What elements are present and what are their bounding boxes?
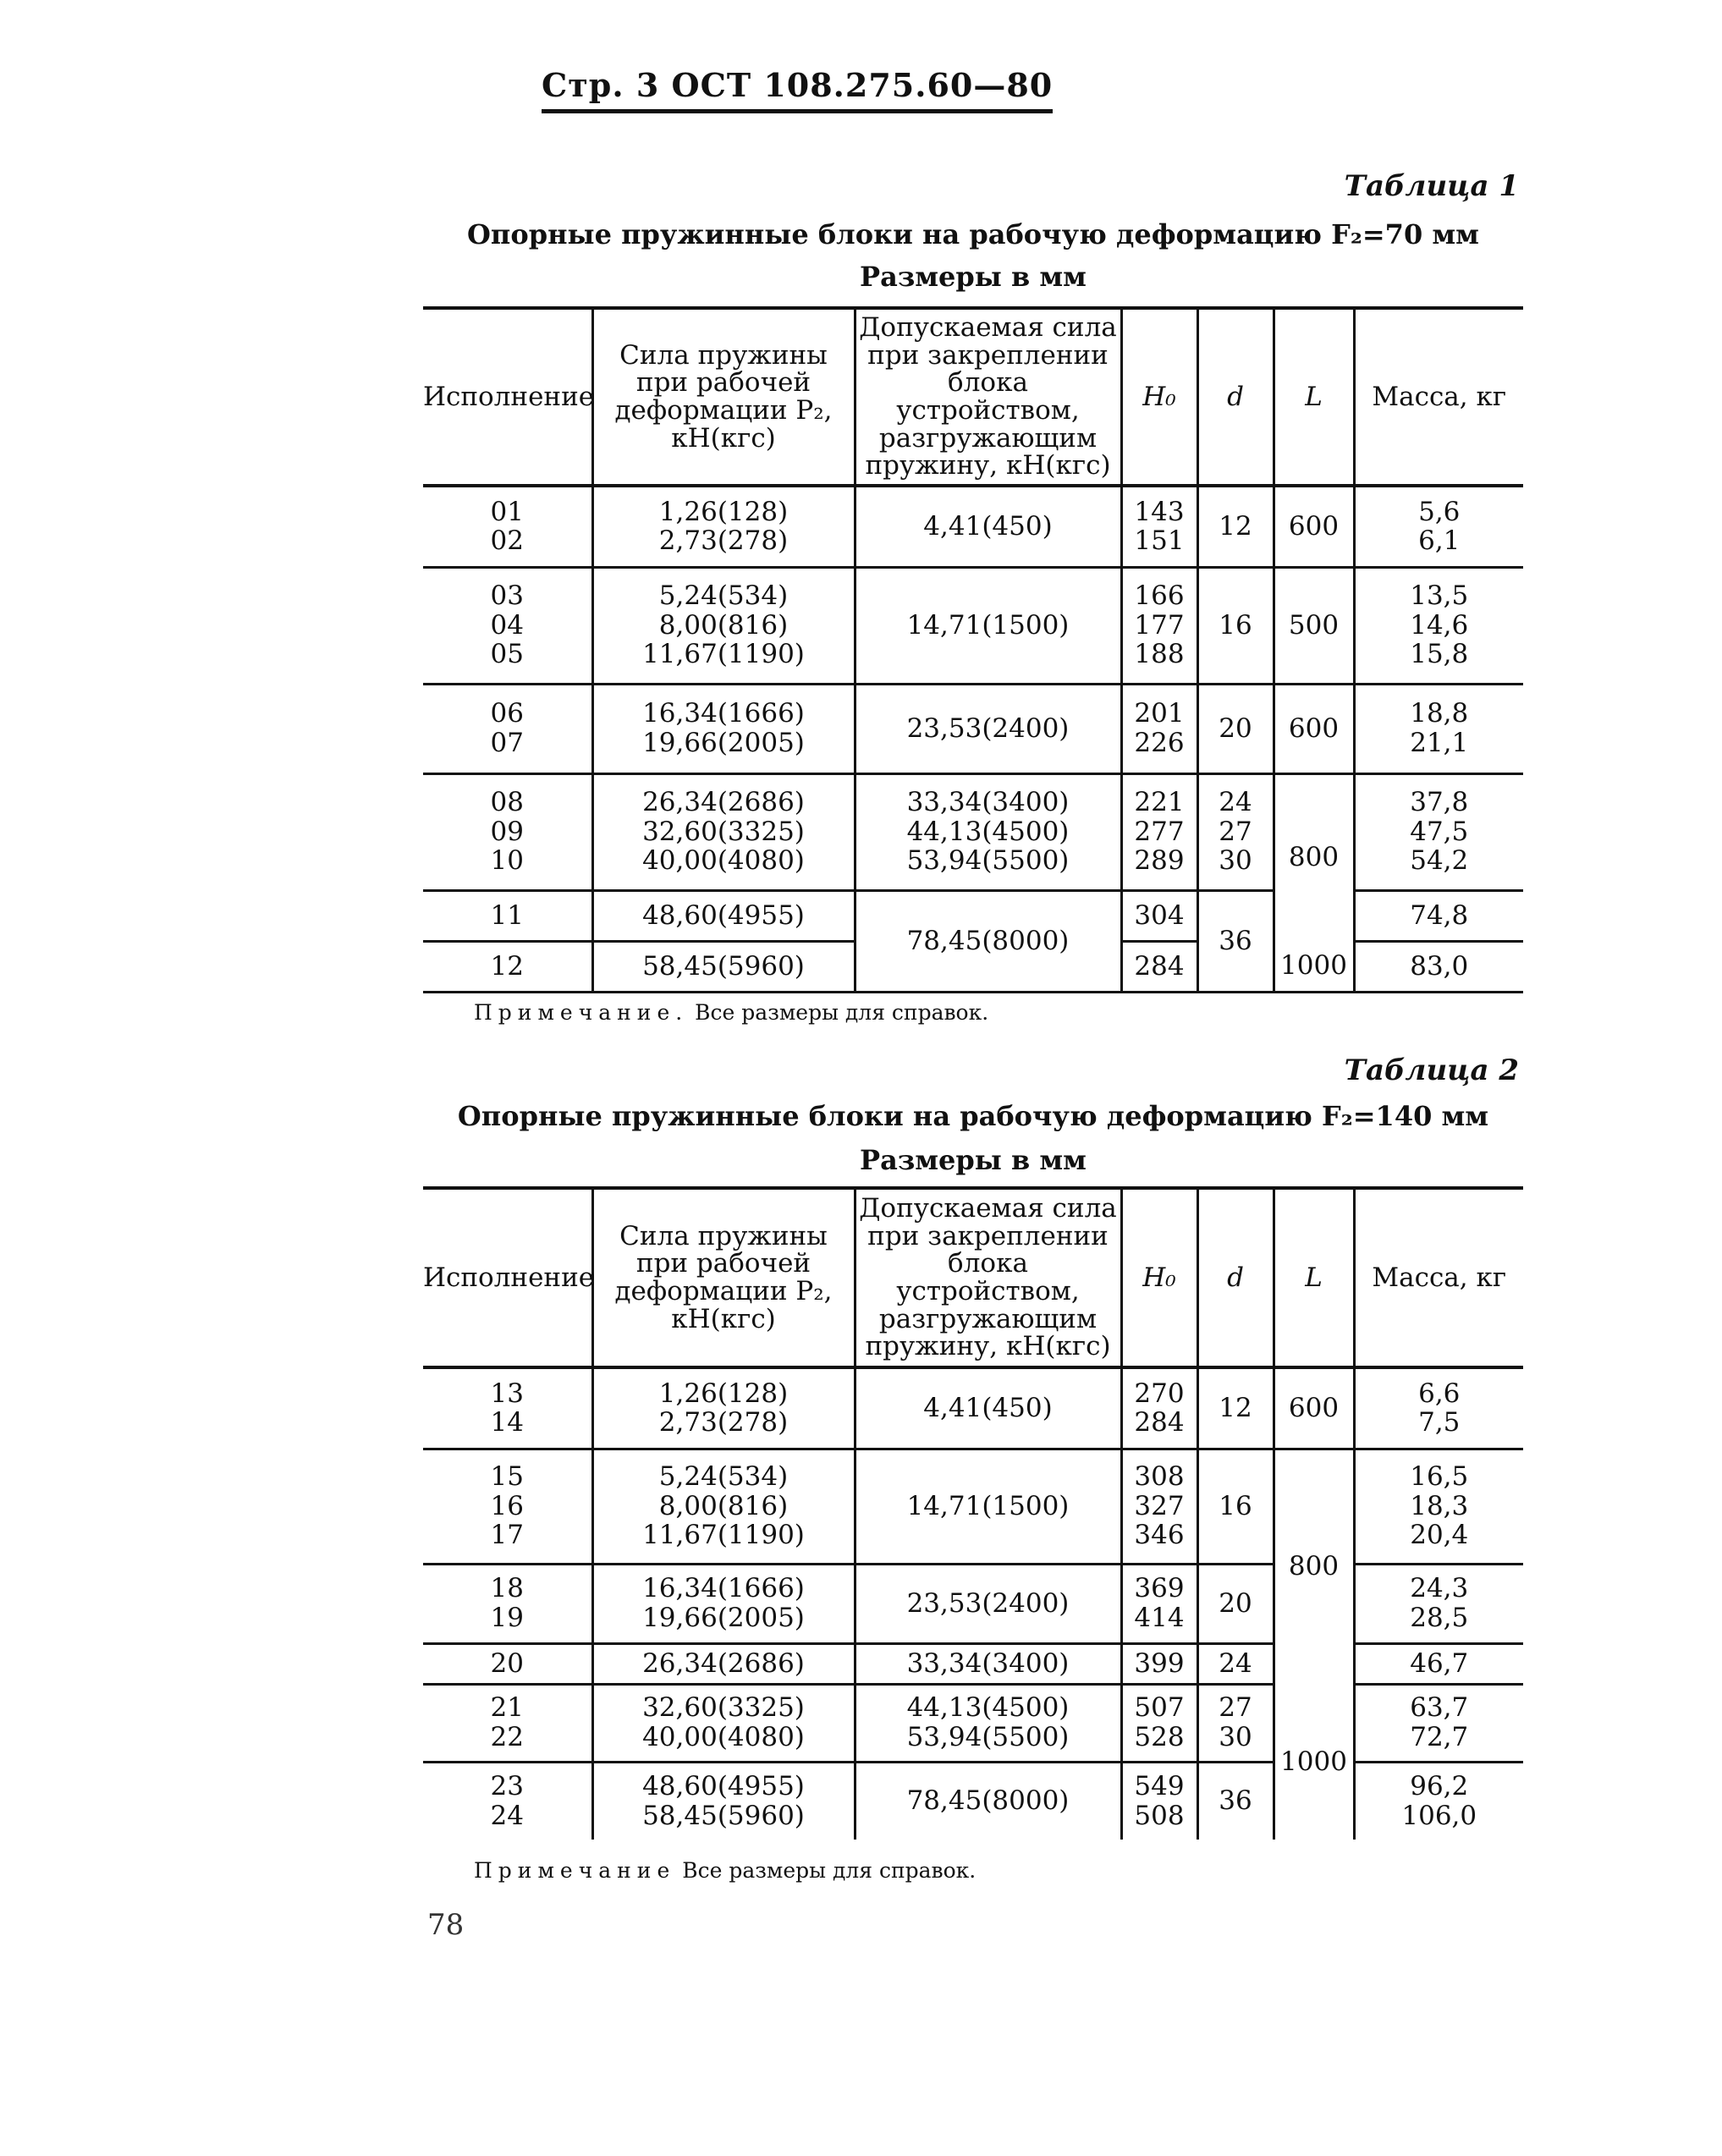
cell-line: 16,5 [1410, 1460, 1469, 1492]
l-cell: 1000 [1274, 941, 1354, 992]
allowable-cell: 14,71(1500) [855, 1449, 1121, 1564]
h0-cell [1121, 773, 1197, 890]
cell-line: 289 [1134, 845, 1185, 877]
cell-line: 284 [1134, 1407, 1185, 1438]
l-cell: 800 [1274, 773, 1354, 941]
table-2-units: Размеры в мм [860, 1144, 1087, 1176]
l-cell: 600 [1274, 684, 1354, 773]
cell-line: 16,34(1666) [642, 1573, 805, 1604]
execution-cell: 20 [423, 1643, 592, 1684]
cell-line: 1,26(128) [658, 1378, 789, 1409]
force-cell: 48,60(4955) [592, 890, 855, 941]
allowable-cell: 78,45(8000) [855, 1762, 1121, 1840]
cell-line: 201 [1134, 698, 1185, 729]
table-2-caption: Опорные пружинные блоки на рабочую деформацию F₂=140 мм [457, 1100, 1489, 1132]
execution-cell: 11 [423, 890, 592, 941]
l-cell: 600 [1274, 486, 1354, 567]
execution-cell [423, 1564, 592, 1643]
cell-line: 5,24(534) [658, 580, 789, 611]
cell-line: 188 [1134, 639, 1185, 670]
execution-cell [423, 684, 592, 773]
cell-line: 96,2 [1410, 1771, 1469, 1802]
cell-line: 22 [490, 1722, 524, 1752]
mass-cell: 46,7 [1354, 1643, 1523, 1684]
force-cell [592, 1564, 855, 1643]
force-cell [592, 773, 855, 890]
cell-line: 54,2 [1410, 845, 1469, 877]
h0-cell [1121, 567, 1197, 684]
d-cell: 12 [1197, 486, 1274, 567]
cell-line: 507 [1134, 1692, 1185, 1724]
allowable-cell: 4,41(450) [855, 486, 1121, 567]
table-row [423, 567, 1523, 684]
allowable-cell: 78,45(8000) [855, 890, 1121, 992]
d-cell: 16 [1197, 1449, 1274, 1564]
cell-line: 7,5 [1418, 1407, 1461, 1438]
cell-line: 01 [490, 496, 524, 527]
h0-cell [1121, 1684, 1197, 1762]
cell-line: 44,13(4500) [906, 816, 1070, 847]
l-cell: 800 [1274, 1449, 1354, 1684]
cell-line: 27 [1219, 816, 1252, 847]
cell-line: 166 [1134, 580, 1185, 611]
d-cell: 36 [1197, 890, 1274, 992]
cell-line: 1,26(128) [658, 496, 789, 527]
mass-cell [1354, 486, 1523, 567]
table-row [423, 1643, 1523, 1684]
page-number: 78 [427, 1908, 465, 1942]
cell-line: 143 [1134, 496, 1185, 527]
cell-line: 13 [490, 1378, 524, 1409]
h0-cell [1121, 1564, 1197, 1643]
table-1-note [474, 1000, 988, 1025]
table-1-label: Таблица 1 [1344, 169, 1519, 203]
d-cell [1197, 1684, 1274, 1762]
cell-line: 226 [1134, 728, 1185, 758]
cell-line: 06 [490, 698, 524, 729]
cell-line: 6,1 [1418, 525, 1461, 557]
cell-line: 40,00(4080) [642, 845, 805, 877]
cell-line: 11,67(1190) [642, 639, 805, 670]
mass-cell [1354, 567, 1523, 684]
cell-line: 10 [490, 845, 524, 877]
cell-line: 09 [490, 816, 524, 847]
col-header-l: L [1274, 308, 1354, 486]
table-row [423, 486, 1523, 567]
cell-line: 19,66(2005) [642, 1603, 805, 1633]
cell-line: 27 [1219, 1692, 1252, 1724]
force-cell [592, 1762, 855, 1840]
cell-line: 2,73(278) [658, 1407, 789, 1438]
col-header-h0: H₀ [1121, 1188, 1197, 1367]
cell-line: 21 [490, 1692, 524, 1724]
mass-cell: 74,8 [1354, 890, 1523, 941]
d-cell: 16 [1197, 567, 1274, 684]
h0-cell [1121, 684, 1197, 773]
cell-line: 24 [1219, 786, 1252, 817]
allowable-cell: 14,71(1500) [855, 567, 1121, 684]
execution-cell [423, 773, 592, 890]
cell-line: 308 [1134, 1460, 1185, 1492]
cell-line: 369 [1134, 1573, 1185, 1604]
cell-line: 6,6 [1418, 1378, 1461, 1409]
col-header-allowable: Допускаемая сила при закреплении блока устройством, разгружающим пружину, кН(кгс) [855, 308, 1121, 486]
execution-cell [423, 1684, 592, 1762]
allowable-cell [855, 773, 1121, 890]
col-header-force: Сила пружины при рабочей деформации P₂, кН(кгс) [592, 308, 855, 486]
cell-line: 327 [1134, 1490, 1185, 1521]
h0-cell: 284 [1121, 941, 1197, 992]
force-cell [592, 1367, 855, 1449]
mass-cell [1354, 1564, 1523, 1643]
h0-cell [1121, 486, 1197, 567]
col-header-allowable: Допускаемая сила при закреплении блока устройством, разгружающим пружину, кН(кгс) [855, 1188, 1121, 1367]
h0-cell: 304 [1121, 890, 1197, 941]
cell-line: 17 [490, 1520, 524, 1551]
col-header-d: d [1197, 308, 1274, 486]
force-cell: 26,34(2686) [592, 1643, 855, 1684]
h0-cell [1121, 1762, 1197, 1840]
note-head: Примечание. [474, 1000, 689, 1025]
cell-line: 8,00(816) [658, 1490, 789, 1521]
force-cell: 58,45(5960) [592, 941, 855, 992]
allowable-cell: 4,41(450) [855, 1367, 1121, 1449]
force-cell [592, 684, 855, 773]
cell-line: 8,00(816) [658, 609, 789, 641]
cell-line: 177 [1134, 609, 1185, 641]
d-cell: 12 [1197, 1367, 1274, 1449]
allowable-cell: 33,34(3400) [855, 1643, 1121, 1684]
cell-line: 14,6 [1410, 609, 1469, 641]
mass-cell: 83,0 [1354, 941, 1523, 992]
l-cell: 600 [1274, 1367, 1354, 1449]
execution-cell: 12 [423, 941, 592, 992]
note-text: Все размеры для справок. [682, 1858, 977, 1883]
cell-line: 33,34(3400) [906, 786, 1070, 817]
cell-line: 26,34(2686) [642, 786, 805, 817]
col-header-mass: Масса, кг [1354, 1188, 1523, 1367]
cell-line: 53,94(5500) [906, 1722, 1070, 1752]
cell-line: 08 [490, 786, 524, 817]
d-cell: 24 [1197, 1643, 1274, 1684]
execution-cell [423, 1449, 592, 1564]
table-row [423, 1367, 1523, 1449]
cell-line: 277 [1134, 816, 1185, 847]
cell-line: 07 [490, 728, 524, 758]
cell-line: 508 [1134, 1800, 1185, 1831]
cell-line: 53,94(5500) [906, 845, 1070, 877]
cell-line: 03 [490, 580, 524, 611]
cell-line: 270 [1134, 1378, 1185, 1409]
cell-line: 63,7 [1410, 1692, 1469, 1724]
cell-line: 30 [1219, 1722, 1252, 1752]
cell-line: 23 [490, 1771, 524, 1802]
force-cell [592, 567, 855, 684]
mass-cell [1354, 1449, 1523, 1564]
cell-line: 19,66(2005) [642, 728, 805, 758]
cell-line: 32,60(3325) [642, 1692, 805, 1724]
cell-line: 2,73(278) [658, 525, 789, 557]
cell-line: 02 [490, 525, 524, 557]
table-1-units: Размеры в мм [860, 261, 1087, 293]
table-row [423, 684, 1523, 773]
mass-cell [1354, 1762, 1523, 1840]
d-cell: 20 [1197, 1564, 1274, 1643]
d-cell [1197, 773, 1274, 890]
col-header-force: Сила пружины при рабочей деформации P₂, кН(кгс) [592, 1188, 855, 1367]
h0-cell [1121, 1449, 1197, 1564]
h0-cell [1121, 1367, 1197, 1449]
mass-cell [1354, 1367, 1523, 1449]
cell-line: 14 [490, 1407, 524, 1438]
l-cell: 1000 [1274, 1684, 1354, 1840]
col-header-execution: Исполнение [423, 1188, 592, 1367]
cell-line: 40,00(4080) [642, 1722, 805, 1752]
col-header-l: L [1274, 1188, 1354, 1367]
cell-line: 58,45(5960) [642, 1800, 805, 1831]
cell-line: 18,3 [1410, 1490, 1469, 1521]
cell-line: 37,8 [1410, 786, 1469, 817]
cell-line: 24,3 [1410, 1573, 1469, 1604]
cell-line: 15 [490, 1460, 524, 1492]
allowable-cell: 23,53(2400) [855, 684, 1121, 773]
cell-line: 18,8 [1410, 698, 1469, 729]
col-header-execution: Исполнение [423, 308, 592, 486]
table-row [423, 1762, 1523, 1840]
execution-cell [423, 1367, 592, 1449]
cell-line: 21,1 [1410, 728, 1469, 758]
cell-line: 24 [490, 1800, 524, 1831]
page-header: Стр. 3 ОСТ 108.275.60—80 [542, 66, 1053, 113]
cell-line: 346 [1134, 1520, 1185, 1551]
col-header-mass: Масса, кг [1354, 308, 1523, 486]
table-row [423, 890, 1523, 941]
mass-cell [1354, 773, 1523, 890]
cell-line: 5,6 [1418, 496, 1461, 527]
cell-line: 11,67(1190) [642, 1520, 805, 1551]
table-row [423, 1684, 1523, 1762]
table-row [423, 1449, 1523, 1564]
cell-line: 47,5 [1410, 816, 1469, 847]
table-2-note [474, 1858, 976, 1883]
cell-line: 19 [490, 1603, 524, 1633]
table-1 [423, 306, 1523, 993]
cell-line: 05 [490, 639, 524, 670]
note-head: Примечание [474, 1858, 676, 1883]
cell-line: 151 [1134, 525, 1185, 557]
execution-cell [423, 567, 592, 684]
allowable-cell: 23,53(2400) [855, 1564, 1121, 1643]
cell-line: 20,4 [1410, 1520, 1469, 1551]
cell-line: 16,34(1666) [642, 698, 805, 729]
table-1-caption: Опорные пружинные блоки на рабочую деформацию F₂=70 мм [467, 218, 1479, 250]
cell-line: 15,8 [1410, 639, 1469, 670]
table-2 [423, 1186, 1523, 1840]
d-cell: 36 [1197, 1762, 1274, 1840]
cell-line: 13,5 [1410, 580, 1469, 611]
col-header-h0: H₀ [1121, 308, 1197, 486]
cell-line: 106,0 [1401, 1800, 1477, 1831]
cell-line: 16 [490, 1490, 524, 1521]
cell-line: 5,24(534) [658, 1460, 789, 1492]
cell-line: 48,60(4955) [642, 1771, 805, 1802]
l-cell: 500 [1274, 567, 1354, 684]
force-cell [592, 1684, 855, 1762]
cell-line: 04 [490, 609, 524, 641]
cell-line: 221 [1134, 786, 1185, 817]
force-cell [592, 486, 855, 567]
mass-cell [1354, 684, 1523, 773]
table-row [423, 773, 1523, 890]
table-row [423, 1564, 1523, 1643]
cell-line: 18 [490, 1573, 524, 1604]
allowable-cell [855, 1684, 1121, 1762]
execution-cell [423, 486, 592, 567]
d-cell: 20 [1197, 684, 1274, 773]
cell-line: 30 [1219, 845, 1252, 877]
note-text: Все размеры для справок. [695, 1000, 989, 1025]
col-header-d: d [1197, 1188, 1274, 1367]
mass-cell [1354, 1684, 1523, 1762]
cell-line: 528 [1134, 1722, 1185, 1752]
cell-line: 72,7 [1410, 1722, 1469, 1752]
cell-line: 44,13(4500) [906, 1692, 1070, 1724]
force-cell [592, 1449, 855, 1564]
cell-line: 28,5 [1410, 1603, 1469, 1633]
cell-line: 549 [1134, 1771, 1185, 1802]
execution-cell [423, 1762, 592, 1840]
cell-line: 32,60(3325) [642, 816, 805, 847]
h0-cell: 399 [1121, 1643, 1197, 1684]
cell-line: 414 [1134, 1603, 1185, 1633]
table-2-label: Таблица 2 [1344, 1053, 1519, 1087]
